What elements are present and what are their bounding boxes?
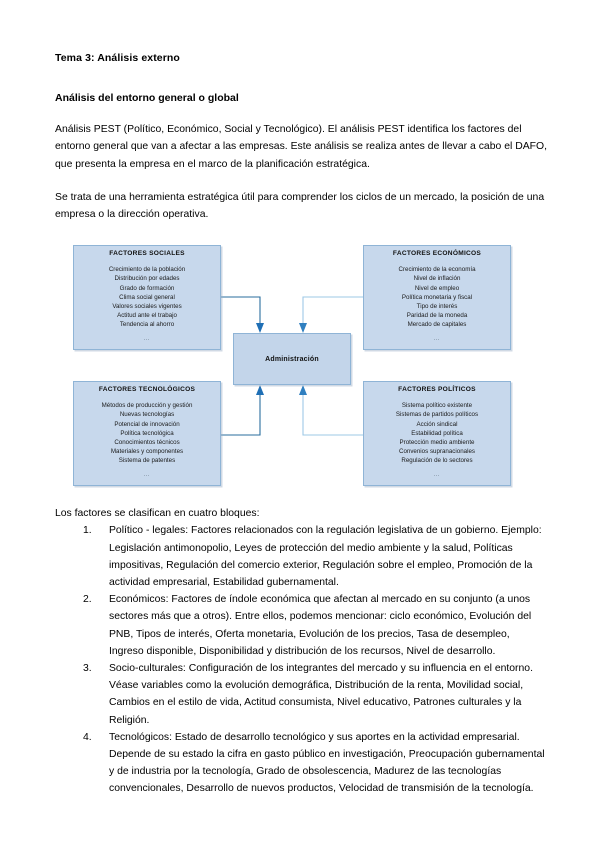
- pest-box-social-title: FACTORES SOCIALES: [109, 250, 185, 258]
- list-item: Nivel de inflación: [413, 275, 461, 283]
- list-item: Sistema de patentes: [118, 457, 176, 465]
- list-item: Potencial de innovación: [114, 420, 180, 428]
- list-item: Convenios supranacionales: [398, 448, 476, 456]
- pest-center-box: [233, 333, 351, 385]
- list-item: Conocimientos técnicos: [114, 439, 180, 447]
- pest-box-technologic-list: [76, 401, 218, 465]
- factor-block-sociocultural: Socio-culturales: Configuración de los integrantes del mercado y su influencia en el entorno. Véase variables como la evolución demográfica, Distribución de la renta, Movilidad social, Cambios en el estilo de vida, Actitud consumista, Nivel educativo, Patrones culturales y la Religión.: [109, 662, 533, 726]
- paragraph-tool-description: Se trata de una herramienta estratégica útil para comprender los ciclos de un mercado, la posición de una empresa o la dirección operativa.: [55, 191, 545, 221]
- document-body: [55, 52, 547, 798]
- pest-box-economic-ellipsis: …: [433, 334, 441, 342]
- list-item: Protección medio ambiente: [399, 439, 475, 447]
- pest-box-economic: [363, 245, 511, 350]
- list-item: Tipo de interés: [416, 303, 458, 311]
- list-item: Estabilidad política: [411, 429, 463, 437]
- list-item: Materiales y componentes: [110, 448, 184, 456]
- pest-box-economic-list: [366, 265, 508, 329]
- page-title: Tema 3: Análisis externo: [55, 52, 180, 64]
- list-item: Crecimiento de la economía: [398, 266, 476, 274]
- factor-block-economic: Económicos: Factores de índole económica que afectan al mercado en su conjunto (a unos sectores más que a otros). Entre ellos, podemos mencionar: ciclo económico, Evolución del PNB, Tipos de interés, Oferta monetaria, Evolución de los precios, Tasa de desempleo, Ingreso disponible, Disponibilidad y distribución de los recursos, Nivel de desarrollo.: [109, 594, 532, 657]
- section-heading: Análisis del entorno general o global: [55, 91, 239, 104]
- list-item: Política monetaria y fiscal: [401, 293, 473, 301]
- list-item: Paridad de la moneda: [406, 312, 468, 320]
- list-item: Tendencia al ahorro: [119, 321, 175, 329]
- list-item: Sistema político existente: [401, 402, 473, 410]
- pest-box-social: [73, 245, 221, 350]
- paragraph-pest-definition: Análisis PEST (Político, Económico, Social y Tecnológico). El análisis PEST identifica los factores del entorno general que van a afectar a las empresas. Este análisis se realiza antes de llevar a cabo el DAFO, que presenta la empresa en el marco de la planificación estratégica.: [55, 124, 547, 170]
- pest-diagram: [55, 239, 547, 497]
- list-item: Valores sociales vigentes: [112, 303, 182, 311]
- factor-block-political: Político - legales: Factores relacionados con la regulación legislativa de un gobierno. Ejemplo: Legislación antimonopolio, Leyes de protección del medio ambiente y la salud, Políticas impositivas, Regulación del comercio exterior, Regulación sobre el empleo, Promoción de la actividad empresarial, Estabilidad gubernamental.: [109, 525, 542, 588]
- pest-box-social-ellipsis: …: [143, 334, 151, 342]
- pest-box-economic-title: FACTORES ECONÓMICOS: [392, 250, 482, 258]
- list-item: Nivel de empleo: [414, 284, 460, 292]
- list-item: Regulación de lo sectores: [401, 457, 473, 465]
- list-item: Política tecnológica: [120, 429, 174, 437]
- pest-box-political-ellipsis: …: [433, 470, 441, 478]
- list-item: Acción sindical: [416, 420, 458, 428]
- pest-box-political: [363, 381, 511, 486]
- pest-box-social-list: [76, 265, 218, 329]
- pest-center-label: Administración: [265, 355, 319, 363]
- list-item: Grado de formación: [119, 284, 175, 292]
- factor-block-technologic: Tecnológicos: Estado de desarrollo tecnológico y sus aportes en la actividad empresarial. Depende de su estado la cifra en gasto público en investigación, Preocupación gubernamental y de industria por la tecnología, Grado de obsolescencia, Madurez de las tecnologías convencionales, Desarrollo de nuevos productos, Velocidad de transmisión de la tecnología.: [109, 731, 545, 795]
- pest-box-technologic-title: FACTORES TECNOLÓGICOS: [98, 386, 196, 394]
- list-item: Clima social general: [119, 293, 175, 301]
- list-item: Métodos de producción y gestión: [101, 402, 193, 410]
- list-item: Crecimiento de la población: [108, 266, 186, 274]
- factor-blocks-list: [55, 522, 547, 797]
- list-intro-line: Los factores se clasifican en cuatro bloques:: [55, 508, 260, 520]
- list-item: Distribución por edades: [114, 275, 180, 283]
- pest-box-technologic-ellipsis: …: [143, 470, 151, 478]
- pest-box-political-title: FACTORES POLÍTICOS: [398, 386, 476, 394]
- list-item: Nuevas tecnologías: [119, 411, 175, 419]
- list-item: Actitud ante el trabajo: [117, 312, 177, 320]
- pest-box-technologic: [73, 381, 221, 486]
- list-item: Mercado de capitales: [407, 321, 467, 329]
- pest-box-political-list: [366, 401, 508, 465]
- list-item: Sistemas de partidos políticos: [395, 411, 479, 419]
